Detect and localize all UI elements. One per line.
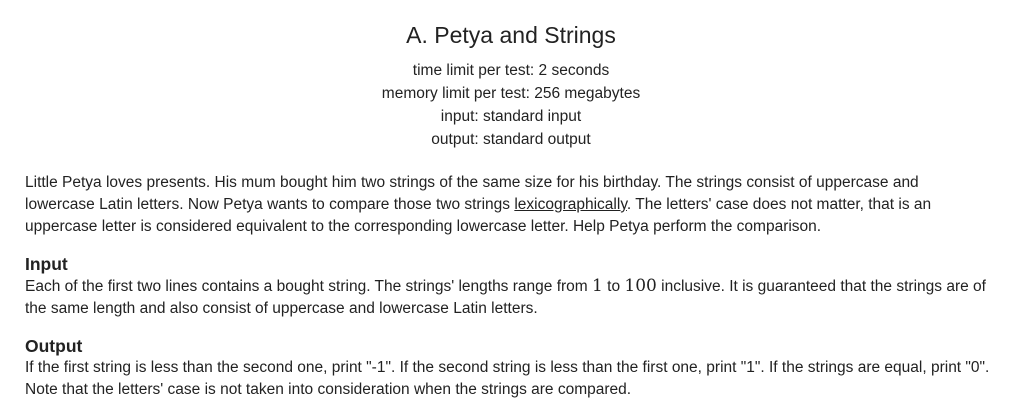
output-specification [25,335,997,401]
input-text-part2: to [602,278,625,295]
output-file: output: standard output [431,131,591,148]
problem-title: A. Petya and Strings [406,22,616,48]
input-specification [25,253,997,320]
input-file: input: standard input [440,108,582,125]
input-section-text [25,275,1000,320]
problem-legend [25,172,985,238]
input-text-part1: Each of the first two lines contains a bought string. The strings' lengths range from [25,278,592,295]
legend-text-part1: Little Petya loves presents. His mum bought him two strings of the same size for his birthday. The strings consist of uppercase and lowercase Latin letters. Now Petya wants to compare those two strings [25,174,919,213]
length-max-value: 100 [624,276,657,296]
input-section-title: Input [25,254,68,274]
input-text-part3: inclusive. It is guaranteed that the strings are of the same length and also consist of uppercase and lowercase Latin letters. [25,278,986,317]
legend-text-part2: . The letters' case does not matter, that is an uppercase letter is considered equivalent to the corresponding lowercase letter. Help Petya perform the comparison. [25,196,932,235]
time-limit: time limit per test: 2 seconds [412,62,610,79]
problem-header [25,0,997,151]
lexicographically-link[interactable]: lexicographically [514,196,627,213]
legend-paragraph [25,172,985,238]
length-min-value: 1 [592,276,603,296]
memory-limit: memory limit per test: 256 megabytes [381,85,641,102]
output-section-text: If the first string is less than the second one, print "-1". If the second string is less than the first one, print "1". If the strings are equal, print "0". Note that the letters' case is not taken into consideration when the strings are compared. [25,359,990,398]
output-section-title: Output [25,336,83,356]
